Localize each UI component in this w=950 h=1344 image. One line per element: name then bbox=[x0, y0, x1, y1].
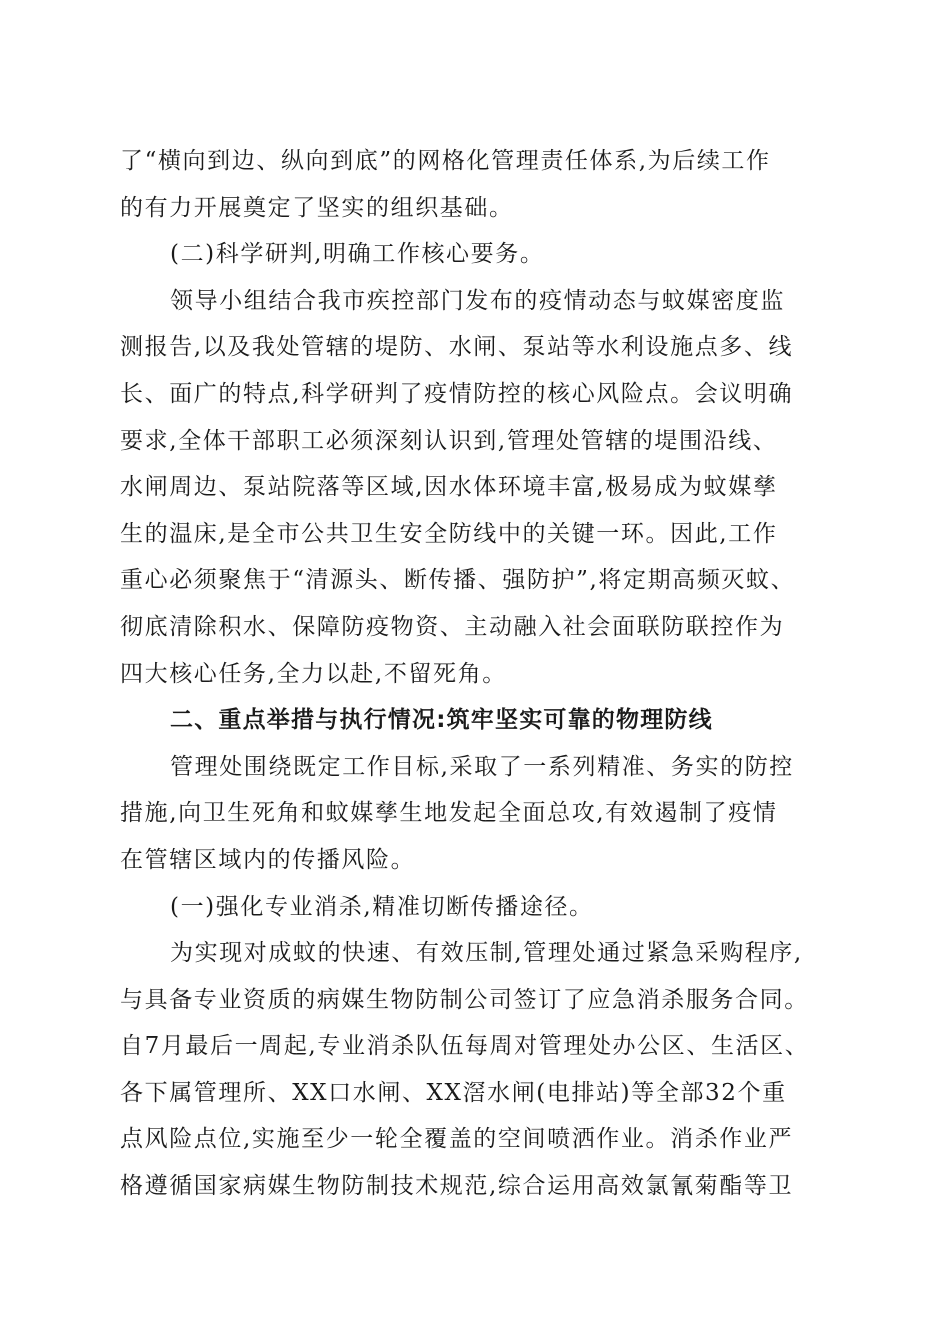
paragraph-line: 水闸周边、泵站院落等区域,因水体环境丰富,极易成为蚊媒孳 bbox=[120, 474, 778, 501]
paragraph-line: 在管辖区域内的传播风险。 bbox=[120, 846, 416, 873]
paragraph-line: 与具备专业资质的病媒生物防制公司签订了应急消杀服务合同。 bbox=[120, 986, 809, 1013]
paragraph-line: 自7月最后一周起,专业消杀队伍每周对管理处办公区、生活区、 bbox=[120, 1033, 810, 1060]
paragraph-line: 测报告,以及我处管辖的堤防、水闸、泵站等水利设施点多、线 bbox=[120, 334, 794, 361]
paragraph-line: 彻底清除积水、保障防疫物资、主动融入社会面联防联控作为 bbox=[120, 613, 785, 640]
paragraph-line: 管理处围绕既定工作目标,采取了一系列精准、务实的防控 bbox=[170, 753, 794, 780]
paragraph-line: 要求,全体干部职工必须深刻认识到,管理处管辖的堤围沿线、 bbox=[120, 427, 778, 454]
subsection-heading: (一)强化专业消杀,精准切断传播途径。 bbox=[170, 893, 594, 920]
subsection-heading: (二)科学研判,明确工作核心要务。 bbox=[170, 241, 545, 268]
paragraph-line: 重心必须聚焦于“清源头、断传播、强防护”,将定期高频灭蚊、 bbox=[120, 567, 796, 594]
paragraph-line: 为实现对成蚊的快速、有效压制,管理处通过紧急采购程序, bbox=[170, 940, 803, 967]
paragraph-line: 的有力开展奠定了坚实的组织基础。 bbox=[120, 194, 514, 221]
paragraph-line: 格遵循国家病媒生物防制技术规范,综合运用高效氯氰菊酯等卫 bbox=[120, 1173, 794, 1200]
paragraph-line: 各下属管理所、XX口水闸、XX滘水闸(电排站)等全部32个重 bbox=[120, 1079, 787, 1106]
paragraph-line: 领导小组结合我市疾控部门发布的疫情动态与蚊媒密度监 bbox=[170, 287, 785, 314]
paragraph-line: 了“横向到边、纵向到底”的网格化管理责任体系,为后续工作 bbox=[120, 148, 771, 174]
paragraph-line: 长、面广的特点,科学研判了疫情防控的核心风险点。会议明确 bbox=[120, 380, 794, 407]
paragraph-line: 措施,向卫生死角和蚊媒孳生地发起全面总攻,有效遏制了疫情 bbox=[120, 800, 778, 827]
paragraph-line: 四大核心任务,全力以赴,不留死角。 bbox=[120, 660, 507, 687]
section-heading: 二、重点举措与执行情况:筑牢坚实可靠的物理防线 bbox=[170, 707, 713, 734]
paragraph-line: 点风险点位,实施至少一轮全覆盖的空间喷洒作业。消杀作业严 bbox=[120, 1126, 794, 1153]
document-body bbox=[120, 138, 832, 1210]
paragraph-line: 生的温床,是全市公共卫生安全防线中的关键一环。因此,工作 bbox=[120, 520, 778, 547]
